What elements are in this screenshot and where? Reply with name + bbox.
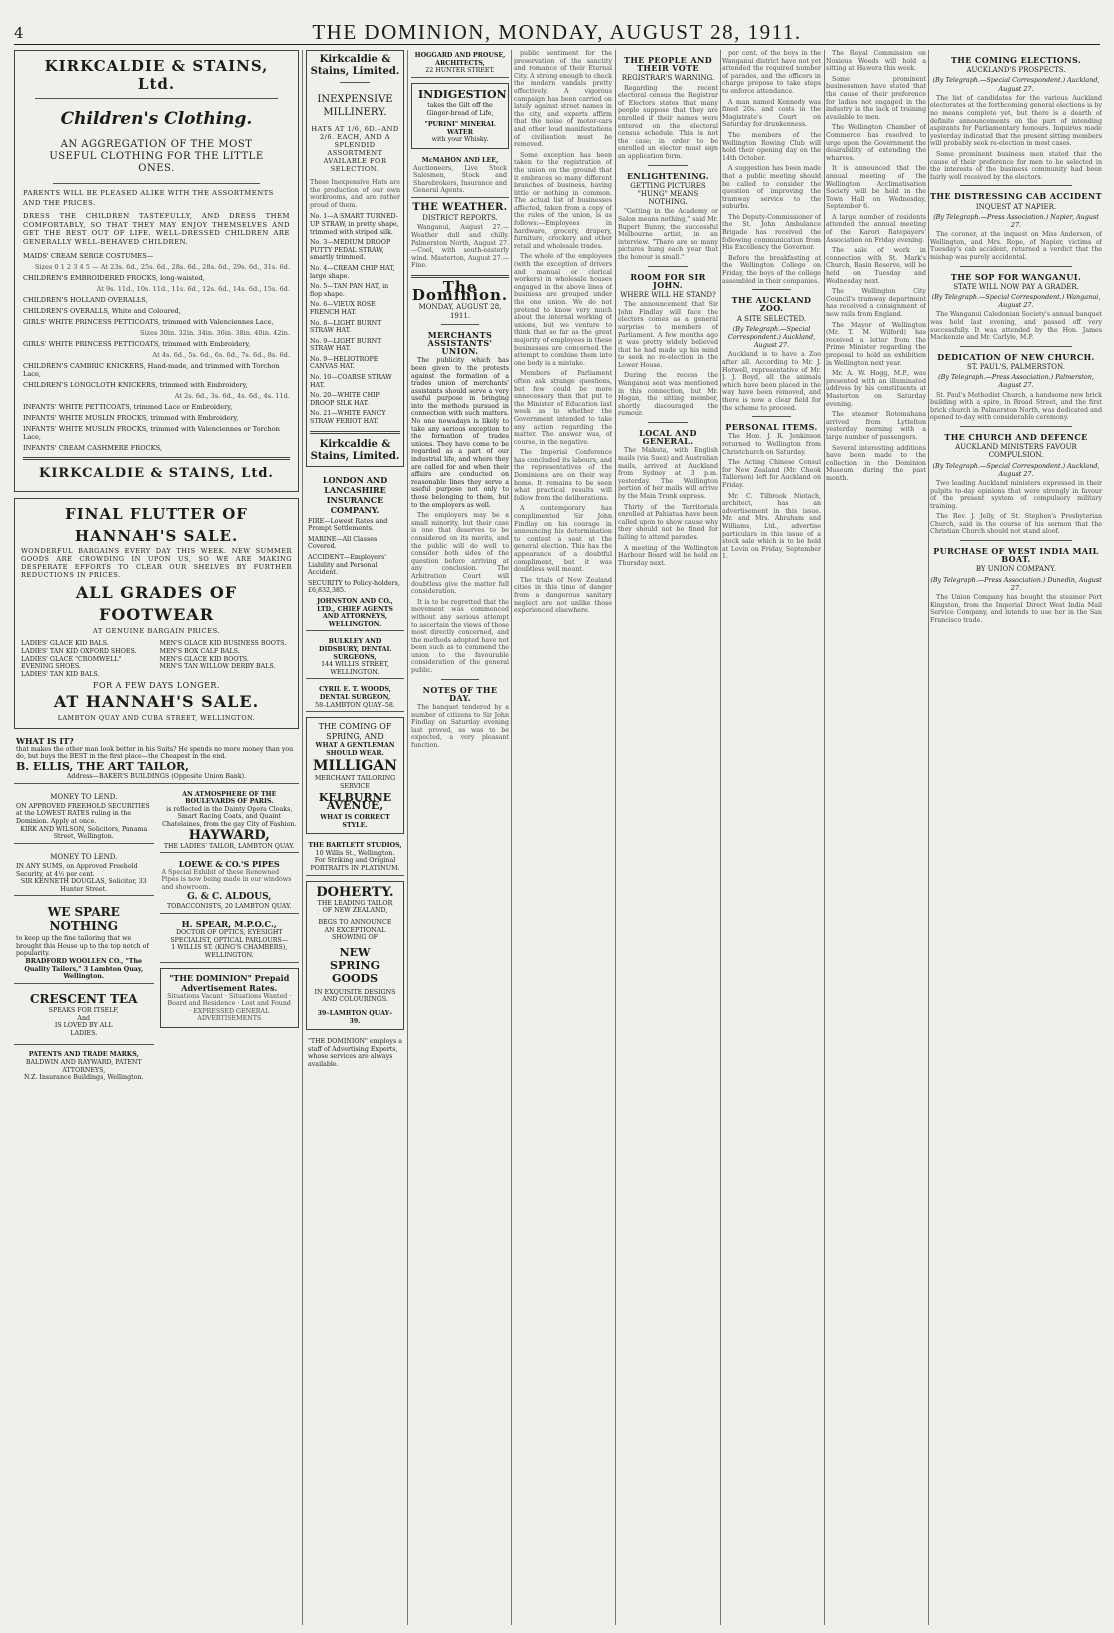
ad-text: SPEAKS FOR ITSELF,: [48, 1007, 119, 1015]
column-advertisements-wide: [14, 50, 299, 1625]
ad-heading: "THE DOMINION" Prepaid Advertisement Rates.: [169, 972, 290, 993]
ad-subheading: HATS AT 1/6, 6D.–AND 2/6. EACH, AND A SPLENDID ASSORTMENT AVAILABLE FOR SELECTION.: [311, 125, 399, 173]
byline: (By Telegraph.—Special Correspondent.) Auckland, August 27.: [932, 461, 1100, 478]
sale-footer: AT HANNAH'S SALE.: [53, 692, 260, 712]
list-item: No. 8—LIGHT BURNT STRAW HAT.: [310, 319, 382, 335]
ad-text: takes the Gilt off the Ginger-bread of Life,: [426, 101, 494, 117]
ad-heading: LOEWE & CO.'S PIPES: [178, 859, 280, 870]
list-item: No. 4—CREAM CHIP HAT, large shape.: [310, 264, 395, 280]
section-heading: THE WEATHER.: [412, 201, 508, 213]
small-ads-left: [14, 789, 154, 1089]
small-ads-right: [160, 789, 300, 1089]
section-subheading: A SITE SELECTED.: [736, 314, 807, 323]
list-item: LADIES' TAN KID OXFORD SHOES.: [21, 647, 137, 655]
list-item: INFANTS' CREAM CASHMERE FROCKS,: [23, 444, 162, 453]
sale-address: LAMBTON QUAY AND CUBA STREET, WELLINGTON.: [57, 714, 256, 723]
ad-heading: MONEY TO LEND.: [50, 792, 118, 801]
section-heading: MERCHANTS ASSISTANTS' UNION.: [427, 329, 493, 357]
sale-sub: AT GENUINE BARGAIN PRICES.: [92, 627, 221, 636]
ad-heading: INEXPENSIVE MILLINERY.: [317, 94, 393, 118]
ad-heading: INDIGESTION: [418, 87, 507, 101]
patents-ad: [14, 1044, 154, 1083]
section-heading: THE DISTRESSING CAB ACCIDENT: [930, 191, 1102, 202]
ad-address: KELBURNE AVENUE,: [318, 790, 392, 812]
list-item: No. 20—WHITE CHIP DROOP SILK HAT.: [310, 392, 380, 407]
list-item: No. 9—LIGHT BURNT STRAW HAT.: [310, 337, 382, 353]
byline: (By Telegraph.—Special Correspondent.) Auckland, August 27.: [932, 76, 1100, 93]
section-heading: PURCHASE OF WEST INDIA MAIL BOAT.: [933, 546, 1099, 565]
ad-address: 144 WILLIS STREET, WELLINGTON.: [321, 661, 389, 676]
list-item: MAIDS' CREAM SERGE COSTUMES—: [23, 252, 154, 261]
section-heading: PERSONAL ITEMS.: [725, 422, 818, 433]
list-item: CHILDREN'S CAMBRIC KNICKERS, Hand-made, and trimmed with Torchon Lace,: [23, 362, 280, 379]
hayward-tailor-ad: [160, 789, 300, 854]
ad-text: with your Whisky.: [431, 136, 489, 144]
ad-address: 58–LAMBTON QUAY–58.: [315, 701, 395, 709]
ad-brand-footer: KIRKCALDIE & STAINS, Ltd.: [39, 466, 274, 482]
ad-firm: CYRIL E. T. WOODS, DENTAL SURGEON,: [319, 686, 391, 701]
ad-text: And: [77, 1014, 91, 1022]
ad-address: 10 Willis St., Wellington.: [315, 849, 395, 857]
list-item-prices: At 2s. 6d., 3s. 6d., 4s. 6d., 4s. 11d.: [174, 392, 290, 401]
ad-brand: Kirkcaldie & Stains, Limited.: [310, 54, 400, 77]
section-heading: THE COMING ELECTIONS.: [950, 55, 1082, 65]
section-subheading: AUCKLAND MINISTERS FAVOUR COMPULSION.: [955, 443, 1077, 460]
ad-text: MERCHANT TAILORING SERVICE: [314, 775, 396, 791]
list-item: No. 10—COARSE STRAW HAT.: [310, 374, 392, 389]
list-item: MEN'S BOX CALF BALS.: [159, 647, 240, 655]
section-subheading: AUCKLAND'S PROSPECTS.: [966, 66, 1066, 75]
money-to-lend-ad: [14, 849, 154, 897]
sale-head: ALL GRADES OF FOOTWEAR: [75, 583, 238, 625]
section-subheading: GETTING PICTURES "HUNG" MEANS NOTHING.: [630, 181, 706, 207]
dominion-advertising-note: "THE DOMINION" employs a staff of Advertising Experts, whose services are always available.: [308, 1038, 402, 1068]
auctioneers-ad: McMAHON AND LEE, Auctioneers, Live Stock Salesmen, Stock and Sharebrokers, Insurance and General Agents.: [411, 155, 509, 198]
section-subheading: DISTRICT REPORTS.: [422, 214, 498, 223]
insurance-ad: [306, 473, 404, 632]
ad-text: is reflected in the Dainty Opera Cloaks, Smart Racing Coats, and Quaint Chatelaines, from the gay City of Fashion.: [162, 805, 297, 828]
ad-text: LADIES.: [70, 1029, 98, 1037]
list-item-prices: At 9s. 11d., 10s. 11d., 11s. 6d., 12s. 6d., 14s. 6d., 15s. 6d.: [96, 285, 290, 294]
article-paragraph: The publicity which has been given to the protests against the formation of a trades union of merchants' assistants should serve a very useful purpose in bringing into the methods pursued in connection with such matters. No one nowadays is likely to take any serious exception to the formation of trades unions. They have come to be regarded as a part of our industrial life, and where they are called for and when their affairs are conducted on reasonable lines they serve a useful purpose not only to those belonging to them, but to the employers as well.: [411, 357, 509, 509]
ad-heading: CRESCENT TEA: [30, 991, 138, 1006]
list-item: CHILDREN'S OVERALLS, White and Coloured,: [23, 307, 181, 316]
list-item: CHILDREN'S HOLLAND OVERALLS,: [23, 296, 148, 305]
list-item: No. 9—HELIOTROPE CANVAS HAT.: [310, 355, 379, 371]
ad-address: 22 HUNTER STREET.: [425, 67, 495, 75]
column-rule: [720, 50, 721, 1625]
section-heading: THE SOP FOR WANGANUI.: [950, 271, 1082, 282]
list-item: No. 1—A SMART TURNED-UP STRAW, in pretty shape, trimmed with striped silk.: [310, 213, 399, 236]
section-heading: ENLIGHTENING.: [626, 170, 710, 181]
sale-days: FOR A FEW DAYS LONGER.: [93, 681, 220, 691]
section-heading: DEDICATION OF NEW CHURCH.: [937, 351, 1095, 362]
byline: (By Telegraph.—Press Association.) Napier, August 27.: [933, 212, 1099, 229]
prepaid-rates-ad: "THE DOMINION" Prepaid Advertisement Rates. Situations Vacant · Situations Wanted · Board and Residence · Lost and Found · EXPRESSED GENERAL ADVERTISEMENTS: [160, 968, 300, 1028]
ad-firm: G. & C. ALDOUS,: [187, 892, 272, 903]
page-number: 4: [14, 24, 24, 42]
section-subheading: BY UNION COMPANY.: [975, 565, 1057, 574]
ad-heading: LONDON AND LANCASHIRE INSURANCE COMPANY.: [322, 474, 388, 515]
purini-water-ad: [411, 83, 509, 149]
list-item: CHILDREN'S LONGCLOTH KNICKERS, trimmed with Embroidery,: [23, 381, 248, 390]
ad-heading: AN ATMOSPHERE OF THE BOULEVARDS OF PARIS.: [182, 790, 277, 806]
list-item-prices: Sizes 0 1 2 3 4 5 — At 23s. 6d., 25s. 6d., 28s. 6d., 28s. 6d., 29s. 6d., 31s. 6d.: [34, 263, 290, 272]
ad-intro: PARENTS WILL BE PLEASED ALIKE WITH THE ASSORTMENTS AND THE PRICES.: [23, 189, 274, 207]
list-item: INFANTS' WHITE PETTICOATS, trimmed Lace or Embroidery,: [23, 403, 233, 412]
list-item: FIRE—Lowest Rates and Prompt Settlements.: [308, 517, 388, 533]
column-advertisements-2: [306, 50, 404, 1625]
ad-address: 39–LAMBTON QUAY–39.: [317, 1010, 393, 1025]
section-subheading: ST. PAUL'S, PALMERSTON.: [967, 362, 1065, 371]
list-item-prices: Sizes 30in. 32in. 34in. 36in. 38in. 40in. 42in.: [140, 329, 290, 338]
ad-text: to keep up the fine tailoring that we brought this House up to the top notch of popularity.: [16, 935, 149, 958]
ad-brand: KIRKCALDIE & STAINS, Ltd.: [44, 57, 269, 93]
section-subheading: REGISTRAR'S WARNING.: [621, 74, 715, 83]
ad-address: N.Z. Insurance Buildings, Wellington.: [23, 1074, 144, 1082]
ad-firm: KIRK AND WILSON, Solicitors, Panama Street, Wellington.: [20, 825, 148, 841]
list-item: LADIES' TAN KID BALS.: [21, 670, 100, 678]
ad-heading: WE SPARE NOTHING: [47, 905, 120, 934]
list-item: MEN'S GLACE KID BUSINESS BOOTS.: [159, 640, 287, 648]
section-heading: LOCAL AND GENERAL.: [639, 428, 697, 447]
list-item: ACCIDENT—Employers' Liability and Personal Accident.: [308, 554, 386, 577]
kirkcaldie-millinery-ad: Kirkcaldie & Stains, Limited. INEXPENSIVE MILLINERY. HATS AT 1/6, 6D.–AND 2/6. EACH, AND A SPLENDID ASSORTMENT AVAILABLE FOR SELECTION. These Inexpensive Hats are the production of our own workrooms, and are rather proud of them. No. 1—A SMART TURNED-UP STRAW, in pretty shape, trimmed with striped silk. No. 3—MEDIUM DROOP PUTTY PEDAL STRAW, smartly trimmed. No. 4—CREAM CHIP HAT, large shape. No. 5—TAN PAN HAT, in flop shape. No. 6—VIEUX ROSE FRENCH HAT. No. 8—LIGHT BURNT STRAW HAT. No. 9—LIGHT BURNT STRAW HAT. No. 9—HELIOTROPE CANVAS HAT. No. 10—COARSE STRAW HAT. No. 20—WHITE CHIP DROOP SILK HAT. No. 21—WHITE FANCY STRAW FERIOT HAT. Kirkcaldie & Stains, Limited.: [306, 50, 404, 467]
byline: (By Telegraph.—Special Correspondent.) Wanganui, August 27.: [931, 292, 1101, 310]
ad-text: For Striking and Original PORTRAITS IN PLATINUM.: [310, 857, 400, 873]
section-subheading: WHERE WILL HE STAND?: [620, 290, 716, 299]
ad-subheading: THE LEADING TAILOR OF NEW ZEALAND,: [317, 899, 393, 915]
section-heading: NOTES OF THE DAY.: [422, 684, 498, 703]
ad-firm: HAYWARD,: [188, 827, 270, 843]
list-item: LADIES' GLACE "CROMWELL" EVENING SHOES.: [21, 655, 122, 671]
list-item: GIRLS' WHITE PRINCESS PETTICOATS, trimmed with Valenciennes Lace,: [23, 318, 274, 327]
ellis-text: that makes the other man look better in his Suits? He spends no more money than you do, but buys the BEST in the first place—the Cheapest in the end.: [16, 745, 294, 761]
column-rule: [511, 50, 512, 1625]
ad-address: 1 WILLIS ST. (KING'S CHAMBERS), WELLINGTON.: [171, 944, 288, 960]
list-item: No. 3—MEDIUM DROOP PUTTY PEDAL STRAW, smartly trimmed.: [310, 239, 391, 262]
ad-section-title: Children's Clothing.: [60, 109, 253, 129]
ad-firm: "PURINI" MINERAL WATER: [424, 121, 496, 136]
architects-ad: [411, 50, 509, 78]
list-item-prices: At 4s. 6d., 5s. 6d., 6s. 6d., 7s. 6d., 8s. 6d.: [152, 351, 290, 360]
column-rule: [824, 50, 825, 1625]
spear-optics-ad: [160, 919, 300, 963]
section-heading: THE PEOPLE AND THEIR VOTE: [623, 55, 713, 74]
ad-firm: JOHNSTON AND CO., LTD., CHIEF AGENTS AND ATTORNEYS, WELLINGTON.: [317, 597, 393, 628]
byline: (By Telegraph.—Press Association.) Palmerston, August 27.: [938, 373, 1094, 390]
list-item: MARINE—All Classes Covered.: [308, 535, 378, 551]
ad-firm: SIR KENNETH DOUGLAS, Solicitor, 33 Hunter Street.: [20, 878, 147, 893]
list-item: No. 5—TAN PAN HAT, in flop shape.: [310, 283, 389, 298]
section-heading: THE AUCKLAND ZOO.: [731, 295, 812, 314]
dental-ad: [306, 684, 404, 712]
ad-subheading: WHAT A GENTLEMAN SHOULD WEAR.: [315, 742, 395, 757]
money-to-lend-ad: [14, 789, 154, 844]
bradford-woollen-ad: [14, 901, 154, 984]
ad-firm: BRADFORD WOOLLEN CO., "The Quality Tailors," 3 Lambton Quay, Wellington.: [24, 958, 144, 981]
column-rule: [302, 50, 303, 1625]
ad-heading: MONEY TO LEND.: [50, 852, 118, 861]
editorial-date: MONDAY, AUGUST 28, 1911.: [418, 303, 502, 320]
ad-brand-footer: Kirkcaldie & Stains, Limited.: [310, 438, 400, 462]
ad-text: WHAT IS CORRECT STYLE.: [320, 814, 390, 829]
masthead: [14, 18, 1100, 45]
list-item: CHILDREN'S EMBROIDERED FROCKS, long-waisted,: [23, 274, 205, 283]
ad-heading: THE COMING OF SPRING, AND: [318, 722, 392, 742]
ellis-name: B. ELLIS, THE ART TAILOR,: [16, 759, 190, 773]
ad-headline: AN AGGREGATION OF THE MOST USEFUL CLOTHING FOR THE LITTLE ONES.: [49, 139, 264, 174]
column-rule: [407, 50, 408, 1625]
bartlett-studios-ad: [306, 840, 404, 875]
column-article-text: public sentiment for the preservation of the sanctity and romance of their Eternal City. A strong enough to check the modern vandals pretty effectively. A vigorous campaign has been carried on lately against street names in the city, and experts affirm that the noise of motor-cars and other loud manifestations of civilisation must be removed. Some exception has been taken to the registration of the union on the ground that it embraces so many different branches of business, having little or nothing in common. The actual list of businesses affected, taken from a copy of the rules of the union, is as follows:—Employees in hardware, grocery, drapery, furniture, crockery and other retail and wholesale trades. The whole of the employees (with the exception of drivers and manual or clerical workers) in wholesale houses engaged in the above lines of business are grouped under the one union. We do not pretend to know very much about the internal working of unions, but we venture to think that so far as the great majority of employees in these businesses are concerned the attempt to combine them into one body is a mistake. Members of Parliament often ask strange questions, but few could be more unnecessary than that put to the Minister of Education last week as to whether the Government intended to take any action regarding the matter. The answer was, of course, in the negative. The Imperial Conference has concluded its labours, and the representatives of the Dominions are on their way home. It remains to be seen what practical results will follow from the deliberations. A contemporary has complimented Sir John Findlay on his courage in announcing his determination to contest a seat at the general election. This has the appearance of a doubtful compliment, but it was doubtless well meant. The trials of New Zealand cities in this time of danger from a dangerous sanitary neglect are not unlike those experienced elsewhere.: [514, 50, 612, 615]
column-news-2: per cent. of the boys in the Wanganui district have not yet attended the required number of parades, and the officers in charge propose to take steps to enforce attendance. A man named Kennedy was fined 20s. and costs in the Magistrate's Court on Saturday for drunkenness. The members of the Wellington Rowing Club will hold their opening day on the 14th October. A suggestion has been made that a public meeting should be called to consider the question of improving the tramway service to the suburbs. The Deputy-Commissioner of the St. John Ambulance Brigade has received the following communication from His Excellency the Governor. Before the breakfasting at the Wellington College on Friday, the boys of the college assembled in their companies. THE AUCKLAND ZOO. A SITE SELECTED. (By Telegraph.—Special Correspondent.) Auckland, August 27. Auckland is to have a Zoo after all. According to Mr. J. Hotwell, representative of Mr. J. J. Boyd, all the animals which have been placed in the way have been removed, and there is now a clear field for the scheme to proceed. PERSONAL ITEMS. The Hon. J. R. Jenkinson returned to Wellington from Christchurch on Saturday. The Acting Chinese Consul for New Zealand (Mr. Cheok Tallerson) left for Auckland on Friday. Mr. C. Tilbrook Niotach, architect, has an advertisement in this issue. Mr. and Mrs. Abraham and Williams, Ltd., advertise particulars in this issue of a stock sale which is to be held at Levin on Friday, September 1.: [722, 50, 821, 561]
ad-firm: HOGGARD AND PROUSE, ARCHITECTS,: [414, 52, 506, 67]
ad-firm: BALDWIN AND RAYWARD, PATENT ATTORNEYS,: [25, 1059, 142, 1074]
list-item: INFANTS' WHITE MUSLIN FROCKS, trimmed with Valenciennes or Torchon Lace,: [23, 425, 280, 442]
byline: (By Telegraph.—Press Association.) Dunedin, August 27.: [930, 575, 1102, 592]
column-rule: [928, 50, 929, 1625]
list-item: SECURITY to Policy-holders, £6,832,385.: [308, 579, 400, 595]
list-item: INFANTS' WHITE MUSLIN FROCKS, trimmed with Embroidery,: [23, 414, 239, 423]
ad-text: IN EXQUISITE DESIGNS AND COLOURINGS.: [314, 988, 396, 1004]
ellis-question: WHAT IS IT?: [16, 736, 74, 747]
list-item: No. 21—WHITE FANCY STRAW FERIOT HAT.: [310, 410, 386, 426]
kirkcaldie-childrens-clothing-ad: [14, 50, 299, 492]
sale-title: FINAL FLUTTER OF HANNAH'S SALE.: [65, 505, 248, 546]
ad-firm: THE BARTLETT STUDIOS,: [308, 842, 402, 850]
column-editorial: HOGGARD AND PROUSE, ARCHITECTS, 22 HUNTER STREET. INDIGESTION takes the Gilt off the Ginger-bread of Life, "PURINI" MINERAL WATER with your Whisky. McMAHON AND LEE, Auctioneers, Live Stock Salesmen, Stock and Sharebrokers, Insurance and General Agents. THE WEATHER. DISTRICT REPORTS. Wanganui, August 27.—Weather dull and chilly. Palmerston North, August 27.—Cool, with south-easterly wind. Masterton, August 27.—Fine. The Dominion. MONDAY, AUGUST 28, 1911. MERCHANTS ASSISTANTS' UNION. The publicity which has been given to the protests against the formation of a trades union of merchants' assistants should serve a very useful purpose in bringing into the methods pursued in connection with such matters. No one nowadays is likely to take any serious exception to the formation of trades unions. They have come to be regarded as a part of our industrial life, and where they are called for and when their affairs are conducted on reasonable lines they serve a useful purpose not only to those belonging to them, but to the employers as well. The employers may be a small minority, but their case is one that deserves to be considered on its merits, and the public will do well to consider both sides of the question before arriving at any conclusion. The Arbitration Court will doubtless give the matter full consideration. It is to be regretted that the movement was commenced without any serious attempt to ascertain the views of those most directly concerned, and the methods adopted have not been such as to commend the union to the favourable consideration of the general public. NOTES OF THE DAY. The banquet tendered by a number of citizens to Sir John Findlay on Saturday evening last proved, as was to be expected, a very pleasant function.: [411, 52, 509, 750]
hannahs-sale-ad: [14, 498, 299, 729]
list-item: GIRLS' WHITE PRINCESS PETTICOATS, trimmed with Embroidery,: [23, 340, 251, 349]
ad-heading: PATENTS AND TRADE MARKS,: [28, 1051, 139, 1059]
byline: (By Telegraph.—Special Correspondent.) Auckland, August 27.: [727, 324, 816, 350]
list-item: MEN'S TAN WILLOW DERBY BALS.: [159, 663, 276, 671]
column-news-3: The Royal Commission on Noxious Weeds will hold a sitting at Hawera this week. Some prominent businessmen have stated that the cause of their preference for ladies not engaged in the industry is the lack of training available to men. The Wellington Chamber of Commerce has resolved to urge upon the Government the desirability of extending the wharves. It is announced that the annual meeting of the Wellington Acclimatisation Society will be held in the Town Hall on Wednesday, September 6. A large number of residents attended the annual meeting of the Karori Ratepayers' Association on Friday evening. The sale of work in connection with St. Mark's Church, Basin Reserve, will be held on Tuesday and Wednesday next. The Wellington City Council's tramway department has received a consignment of new rails from England. The Mayor of Wellington (Mr. T. M. Wilford) has received a letter from the Prime Minister regarding the proposal to hold an exhibition in Wellington next year. Mr. A. W. Hogg, M.P., was presented with an illuminated address by his constituents at Masterton on Saturday evening. The steamer Rotomahana arrived from Lyttelton yesterday morning with a large number of passengers. Several interesting additions have been made to the collection in the Dominion Museum during the past month.: [826, 50, 926, 482]
ad-heading: NEW SPRING GOODS: [330, 945, 380, 985]
section-subheading: INQUEST AT NAPIER.: [975, 202, 1057, 211]
ad-intro-2: DRESS THE CHILDREN TASTEFULLY, AND DRESS THEM COMFORTABLY, SO THAT THEY MAY ENJOY THEMSELVES AND GET THE BEST OUT OF LIFE. WELL-DRESSED CHILDREN ARE GENERALLY WELL-BEHAVED CHILDREN.: [23, 212, 290, 246]
section-subheading: STATE WILL NOW PAY A GRADER.: [953, 282, 1079, 291]
ellis-tailor-ad: [14, 735, 299, 783]
ad-text: BEGS TO ANNOUNCE AN EXCEPTIONAL SHOWING OF: [318, 919, 392, 942]
crescent-tea-ad: [14, 989, 154, 1040]
newspaper-title: THE DOMINION, MONDAY, AUGUST 28, 1911.: [312, 20, 802, 44]
ad-address: THE LADIES' TAILOR, LAMBTON QUAY.: [163, 842, 295, 850]
ad-firm: DOHERTY.: [316, 884, 394, 900]
ad-firm: H. SPEAR, M.P.O.C.,: [181, 920, 277, 931]
dental-ad: [306, 636, 404, 679]
list-item: No. 6—VIEUX ROSE FRENCH HAT.: [310, 301, 376, 316]
ad-firm: MILLIGAN: [313, 758, 397, 775]
list-item: LADIES' GLACE KID BALS.: [21, 640, 109, 648]
ad-address: TOBACCONISTS, 20 LAMBTON QUAY.: [166, 903, 292, 911]
column-rule: [615, 50, 616, 1625]
dominion-logo: The Dominion.: [411, 277, 509, 305]
section-heading: ROOM FOR SIR JOHN.: [630, 271, 706, 290]
section-heading: THE CHURCH AND DEFENCE: [944, 431, 1088, 442]
list-item: MEN'S GLACE KID BOOTS.: [159, 655, 249, 663]
ad-text: DOCTOR OF OPTICS, EYESIGHT SPECIALIST, OPTICAL PARLOURS—: [170, 929, 289, 944]
column-news-1: THE PEOPLE AND THEIR VOTE REGISTRAR'S WARNING. Regarding the recent electoral census the Registrar of Electors states that many people suppose that they are enrolled if their names were entered on the electoral census schedule. This is not the case; in order to be enrolled an elector must sign an application form. ENLIGHTENING. GETTING PICTURES "HUNG" MEANS NOTHING. "Getting in the Academy or Salon means nothing," said Mr. Rupert Bunny, the successful Melbourne artist, in an interview. "There are so many pictures hung each year that the honour is small." ROOM FOR SIR JOHN. WHERE WILL HE STAND? The announcement that Sir John Findlay will face the electors comes as a general surprise to members of Parliament. A few months ago it was pretty widely believed that he had made up his mind to seek no re-election in the Lower House. During the recess the Wanganui seat was mentioned in this connection, but Mr. Hogan, the sitting member, shortly discouraged the rumour. LOCAL AND GENERAL. The Mahuta, with English mails (via Suez) and Australian mails, arrived at Auckland from Sydney at 3 p.m. yesterday. The Wellington portion of her mails will arrive by the Main Trunk express. Thirty of the Territorials enrolled at Pahiatua have been called upon to show cause why they should not be fined for failing to attend parades. A meeting of the Wellington Harbour Board will be held on Thursday next.: [618, 55, 718, 567]
ad-firm: McMAHON AND LEE,: [421, 156, 499, 164]
ad-text: IS LOVED BY ALL: [54, 1022, 113, 1030]
ad-firm: BULKLEY AND DIDSBURY, DENTAL SURGEONS,: [318, 638, 391, 661]
aldous-pipes-ad: LOEWE & CO.'S PIPES A Special Exhibit of these Renowned Pipes is now being made in our windows and showroom. G. & C. ALDOUS, TOBACCONISTS, 20 LAMBTON QUAY.: [160, 858, 300, 914]
milligan-tailoring-ad: [306, 717, 404, 834]
ad-text: ON APPROVED FREEHOLD SECURITIES at the LOWEST RATES ruling in the Dominion. Apply at once.: [16, 802, 150, 825]
sale-text: WONDERFUL BARGAINS EVERY DAY THIS WEEK. NEW SUMMER GOODS ARE CROWDING IN UPON US, SO WE ARE MAKING DESPERATE EFFORTS TO CLEAR OUR SHELVES BY FURTHER REDUCTIONS IN PRICES.: [21, 547, 292, 580]
doherty-tailor-ad: [306, 881, 404, 1031]
ellis-address: Address—BAKER'S BUILDINGS (Opposite Union Bank).: [66, 772, 247, 780]
ad-text: IN ANY SUMS, on Approved Freehold Security, at 4½ per cent.: [16, 862, 138, 878]
column-news-4: THE COMING ELECTIONS. AUCKLAND'S PROSPECTS. (By Telegraph.—Special Correspondent.) Auckland, August 27. The list of candidates for the various Auckland electorates at the forthcoming general elections is by no means complete yet, but there is a dearth of definite announcements on the part of intending aspirants for Parliamentary honours. Inquiries made yesterday indicated that the present sitting members will probably seek re-election in most cases. Some prominent business men stated that the cause of their preference for men to be selected in the interests of the business community had been fairly well received by the electors. THE DISTRESSING CAB ACCIDENT INQUEST AT NAPIER. (By Telegraph.—Press Association.) Napier, August 27. The coroner, at the inquest on Miss Anderson, of Wellington, and Mrs. Rope, of Napier, victims of Tuesday's cab accident, returned a verdict that the mishap was purely accidental. THE SOP FOR WANGANUI. STATE WILL NOW PAY A GRADER. (By Telegraph.—Special Correspondent.) Wanganui, August 27. The Wanganui Caledonian Society's annual banquet was held last evening, and passed off very successfully. It was attended by the Hon. James Mackenzie and Mr. Carlyle, M.P. DEDICATION OF NEW CHURCH. ST. PAUL'S, PALMERSTON. (By Telegraph.—Press Association.) Palmerston, August 27. St. Paul's Methodist Church, a handsome new brick building with a spire, in Broad Street, and the first brick church in Palmerston North, was dedicated and opened to-day with considerable ceremony. THE CHURCH AND DEFENCE AUCKLAND MINISTERS FAVOUR COMPULSION. (By Telegraph.—Special Correspondent.) Auckland, August 27. Two leading Auckland ministers expressed in their pulpits to-day opinions that were strongly in favour of the present system of compulsory military training. The Rev. J. Jelly, of St. Stephen's Presbyterian Church, said in the course of his sermon that the Christian Church should not stand aloof. PURCHASE OF WEST INDIA MAIL BOAT. BY UNION COMPANY. (By Telegraph.—Press Association.) Dunedin, August 27. The Union Company has bought the steamer Port Kingston, from the Imperial Direct West India Mail Service Company, and intends to use her in the San Francisco trade.: [930, 55, 1102, 624]
